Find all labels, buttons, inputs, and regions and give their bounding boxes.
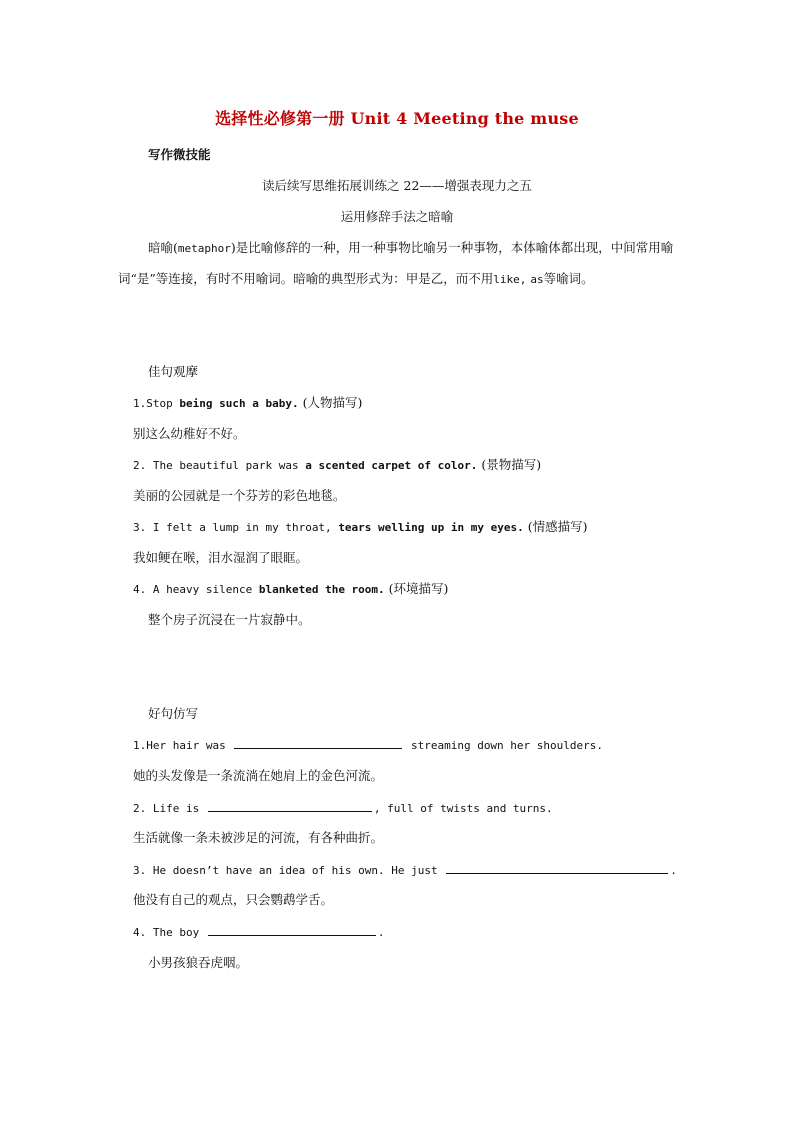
example-1 [133, 394, 362, 413]
example-4-cn: 整个房子沉浸在一片寂静中。 [148, 612, 311, 627]
example-text: Stop [146, 397, 180, 410]
intro-text-b: )是比喻修辞的一种，用一种事物比喻另一种事物，本体喻体都出现，中间常用喻词“是”等连接，有时不用喻词。暗喻的典型形式为：甲是乙，而不用 [118, 240, 674, 286]
answer-blank[interactable] [208, 923, 376, 936]
example-tag: (景物描写) [477, 457, 542, 472]
section-heading: 写作微技能 [148, 147, 211, 162]
intro-text-c: 等喻词。 [543, 271, 594, 286]
practice-num: 3. [133, 864, 147, 877]
practice-text: . [377, 926, 385, 939]
example-tag: (环境描写) [384, 581, 449, 596]
practice-text: streaming down her shoulders. [404, 739, 604, 752]
practice-text: The boy [146, 926, 206, 939]
practice-2-cn: 生活就像一条未被涉足的河流，有各种曲折。 [133, 830, 384, 845]
example-highlight: tears welling up in my eyes. [338, 521, 524, 534]
example-1-cn: 别这么幼稚好不好。 [133, 426, 246, 441]
practice-num: 4. [133, 926, 147, 939]
example-num: 3. [133, 521, 147, 534]
answer-blank[interactable] [234, 736, 402, 749]
practice-text: . [670, 864, 677, 877]
examples-heading: 佳句观摩 [148, 364, 199, 379]
example-num: 2. [133, 459, 147, 472]
example-4 [133, 580, 448, 599]
example-text: I felt a lump in my throat, [146, 521, 339, 534]
practice-num: 1. [133, 739, 147, 752]
example-2 [133, 456, 541, 475]
example-tag: (人物描写) [298, 395, 363, 410]
example-highlight: being such a baby. [179, 397, 299, 410]
intro-term: metaphor [177, 242, 231, 255]
example-3 [133, 518, 587, 537]
practice-3 [133, 861, 677, 880]
subtitle-metaphor: 运用修辞手法之暗喻 [340, 209, 454, 224]
example-highlight: a scented carpet of color. [305, 459, 478, 472]
practice-4 [133, 923, 384, 942]
practice-2 [133, 799, 553, 818]
example-text: A heavy silence [146, 583, 259, 596]
practice-text: He doesn’t have an idea of his own. He just [146, 864, 445, 877]
example-highlight: blanketed the room. [258, 583, 385, 596]
example-3-cn: 我如鲠在喉，泪水湿润了眼眶。 [133, 550, 309, 565]
intro-as: as [530, 273, 544, 286]
example-num: 4. [133, 583, 147, 596]
practice-4-cn: 小男孩狼吞虎咽。 [148, 955, 249, 970]
page-title: 选择性必修第一册 Unit 4 Meeting the muse [215, 109, 579, 128]
intro-paragraph [118, 233, 674, 295]
practice-num: 2. [133, 802, 147, 815]
example-tag: (情感描写) [523, 519, 588, 534]
example-text: The beautiful park was [146, 459, 306, 472]
subtitle-training: 读后续写思维拓展训练之 22——增强表现力之五 [262, 178, 532, 193]
practice-1 [133, 736, 603, 755]
intro-like: like, [493, 273, 527, 286]
example-num: 1. [133, 397, 147, 410]
practice-3-cn: 他没有自己的观点，只会鹦鹉学舌。 [133, 892, 334, 907]
practice-1-cn: 她的头发像是一条流淌在她肩上的金色河流。 [133, 768, 384, 783]
answer-blank[interactable] [446, 861, 668, 874]
answer-blank[interactable] [208, 799, 372, 812]
practice-heading: 好句仿写 [148, 706, 199, 721]
intro-text-a: 暗喻( [148, 240, 178, 255]
practice-text: , full of twists and turns. [373, 802, 553, 815]
example-2-cn: 美丽的公园就是一个芬芳的彩色地毯。 [133, 488, 346, 503]
practice-text: Her hair was [146, 739, 233, 752]
practice-text: Life is [146, 802, 206, 815]
